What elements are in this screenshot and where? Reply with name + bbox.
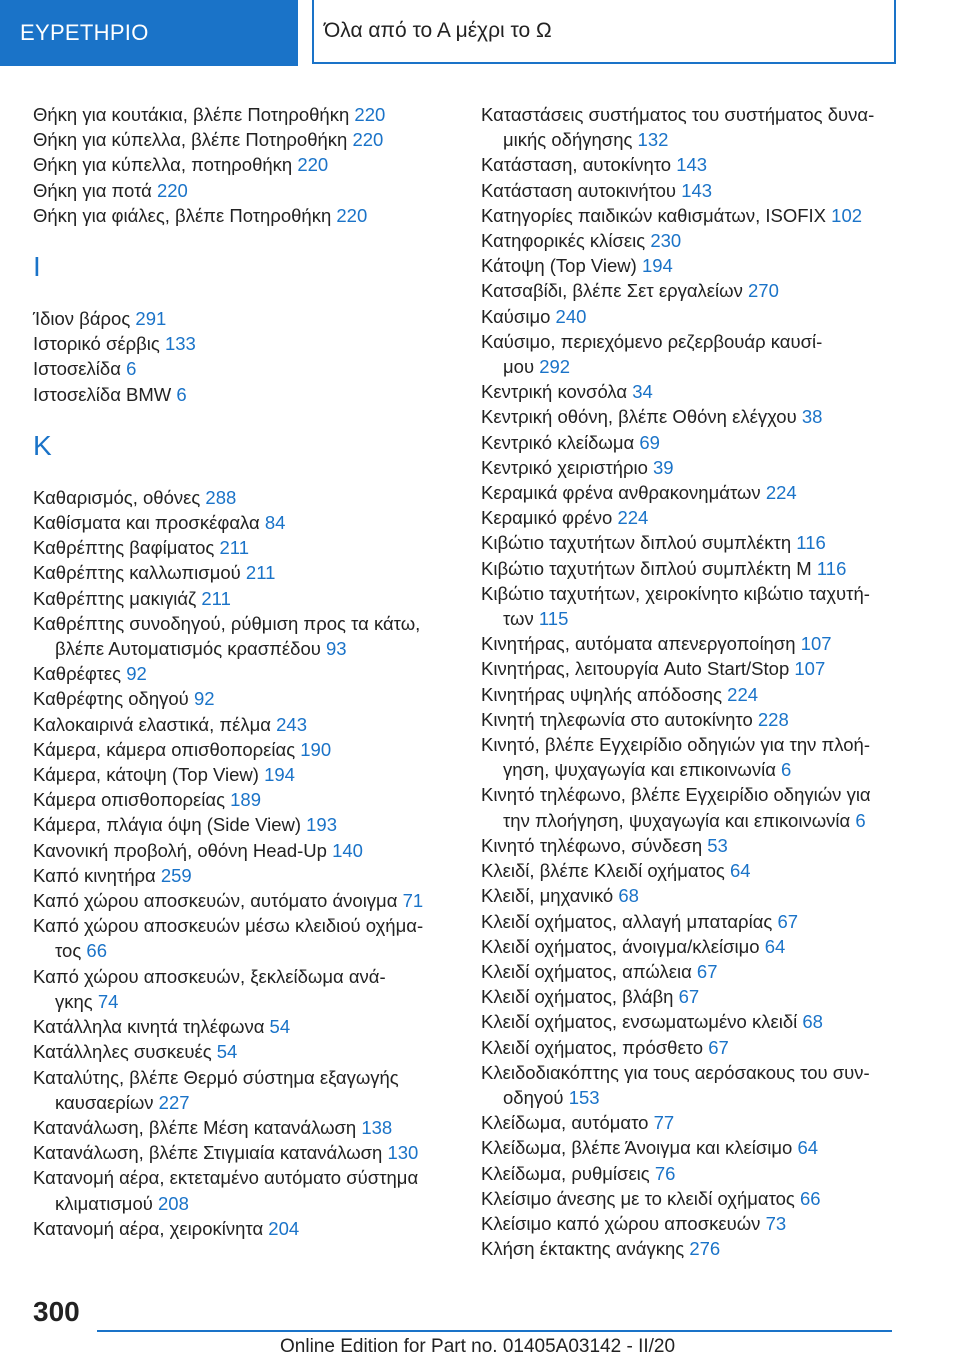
- index-entry: [481, 278, 921, 303]
- entry-term: Κιβώτιο ταχυτήτων διπλού συμπλέκτη: [481, 532, 792, 554]
- entry-term-continuation: [33, 938, 453, 963]
- page-link[interactable]: 68: [618, 885, 639, 907]
- page-link[interactable]: 243: [276, 713, 307, 735]
- entry-term: Κλείδωμα, αυτόματο: [481, 1112, 649, 1134]
- entry-term: Κάτοψη (Top View): [481, 255, 637, 277]
- entry-term: Καύσιμο: [481, 305, 551, 327]
- page-link[interactable]: 143: [681, 179, 713, 201]
- entry-term: Κάμερα οπισθοπορείας: [33, 789, 225, 811]
- page-link[interactable]: 259: [160, 864, 192, 886]
- index-entry: [481, 228, 921, 253]
- entry-term: Κινητή τηλεφωνία στο αυτοκίνητο: [481, 708, 753, 730]
- page-link[interactable]: 211: [245, 562, 276, 584]
- entry-continuation-text: κλιματισμού: [55, 1192, 153, 1214]
- index-entry: [481, 934, 921, 959]
- index-entry: [481, 379, 921, 404]
- index-entry: [481, 782, 921, 832]
- entry-term: Κάμερα, κάμερα οπισθοπορείας: [33, 738, 296, 760]
- entry-term: Καύσιμο, περιεχόμενο ρεζερβουάρ καυσί-: [481, 330, 823, 352]
- index-entry: [33, 203, 453, 228]
- page-link[interactable]: 38: [801, 406, 823, 428]
- section-title: Όλα από το Α μέχρι το Ω: [312, 0, 896, 64]
- page-link[interactable]: 66: [86, 940, 107, 962]
- index-column-right: [481, 102, 921, 1261]
- page-link[interactable]: 224: [617, 507, 649, 529]
- entry-term: Κινητό, βλέπε Εγχειρίδιο οδηγιών για την πλοή-: [481, 734, 871, 756]
- entry-term: Κατάλληλα κινητά τηλέφωνα: [33, 1016, 265, 1038]
- index-entry: [481, 1060, 921, 1110]
- page-link[interactable]: 224: [727, 683, 759, 705]
- entry-continuation-text: γκης: [55, 990, 93, 1012]
- page-link[interactable]: 276: [689, 1238, 721, 1260]
- page-link[interactable]: 211: [219, 537, 249, 559]
- entry-term: Κατανάλωση, βλέπε Στιγμιαία κατανάλωση: [33, 1142, 383, 1164]
- entry-term: Κιβώτιο ταχυτήτων διπλού συμπλέκτη M: [481, 557, 812, 579]
- entry-term: Κλειδί οχήματος, ενσωματωμένο κλειδί: [481, 1011, 798, 1033]
- index-entry: [481, 656, 921, 681]
- entry-term-continuation: [33, 989, 453, 1014]
- index-entry: [481, 682, 921, 707]
- page-link[interactable]: 143: [676, 154, 708, 176]
- index-entry: [33, 762, 453, 787]
- page-link[interactable]: 54: [269, 1016, 291, 1038]
- entry-term-continuation: [481, 354, 921, 379]
- entry-continuation-text: των: [503, 608, 534, 630]
- page-link[interactable]: 107: [800, 633, 832, 655]
- entry-term: Κλειδί οχήματος, αλλαγή μπαταρίας: [481, 910, 773, 932]
- index-entry: [481, 984, 921, 1009]
- entry-term: Κλείσιμο άνεσης με το κλειδί οχήματος: [481, 1187, 795, 1209]
- page-link[interactable]: 84: [264, 512, 286, 534]
- entry-term: Καθρέπτης μακιγιάζ: [33, 587, 197, 609]
- page-link[interactable]: 227: [158, 1091, 190, 1113]
- index-entry: [33, 863, 453, 888]
- entry-term: Κατάσταση, αυτοκίνητο: [481, 154, 672, 176]
- index-entry: [481, 833, 921, 858]
- index-entry: [481, 1161, 921, 1186]
- page-link[interactable]: 194: [264, 764, 295, 786]
- page-link[interactable]: 6: [781, 759, 792, 781]
- index-entry: [481, 1211, 921, 1236]
- entry-term: Καθαρισμός, οθόνες: [33, 486, 201, 508]
- page-link[interactable]: 39: [653, 456, 674, 478]
- index-letter-heading: Ι: [33, 251, 41, 283]
- page-header: [0, 0, 960, 68]
- entry-term: Καπό χώρου αποσκευών, αυτόματο άνοιγμα: [33, 890, 398, 912]
- entry-term: Κλείδωμα, βλέπε Άνοιγμα και κλείσιμο: [481, 1137, 793, 1159]
- page-link[interactable]: 224: [765, 482, 797, 504]
- page-link[interactable]: 220: [297, 154, 329, 176]
- entry-term: Θήκη για ποτά: [33, 179, 152, 201]
- page-link[interactable]: 64: [797, 1137, 819, 1159]
- entry-term: Καθρέπτης καλλωπισμού: [33, 562, 241, 584]
- index-entry: [481, 430, 921, 455]
- page-link[interactable]: 73: [765, 1212, 787, 1234]
- page-link[interactable]: 6: [855, 809, 866, 831]
- index-entry: [33, 485, 453, 510]
- page-link[interactable]: 189: [230, 789, 262, 811]
- entry-continuation-text: γηση, ψυχαγωγία και επικοινωνία: [503, 759, 776, 781]
- page-link[interactable]: 34: [632, 381, 653, 403]
- index-entry: [481, 203, 921, 228]
- entry-term: Καθρέφτες: [33, 663, 122, 685]
- index-entry: [33, 611, 453, 661]
- index-entry: [33, 787, 453, 812]
- entry-term-continuation: [481, 606, 921, 631]
- entry-term: Κλειδί οχήματος, βλάβη: [481, 986, 674, 1008]
- entry-term: Κατηφορικές κλίσεις: [481, 230, 646, 252]
- page-link[interactable]: 220: [336, 204, 368, 226]
- index-entry: [33, 686, 453, 711]
- entry-term: Κατηγορίες παιδικών καθισμάτων, ISOFIX: [481, 204, 827, 226]
- entry-term: Καταστάσεις συστήματος του συστήματος δυνα-: [481, 104, 875, 125]
- page-link[interactable]: 66: [799, 1187, 821, 1209]
- entry-term: Κινητήρας, αυτόματα απενεργοποίηση: [481, 633, 796, 655]
- page-link[interactable]: 54: [216, 1041, 238, 1063]
- page-link[interactable]: 291: [135, 308, 167, 330]
- entry-term: Κάμερα, κάτοψη (Top View): [33, 764, 259, 786]
- index-entry: [33, 152, 453, 177]
- index-entry: [33, 712, 453, 737]
- footer-divider: [97, 1330, 892, 1332]
- entry-term: Θήκη για κύπελλα, ποτηροθήκη: [33, 154, 293, 176]
- index-entry: [481, 178, 921, 203]
- index-entry: [33, 838, 453, 863]
- page-link[interactable]: 116: [816, 557, 847, 579]
- entry-term: Κινητό τηλέφωνο, βλέπε Εγχειρίδιο οδηγιών για: [481, 784, 871, 806]
- index-letter-heading: Κ: [33, 429, 52, 461]
- entry-term: Ίδιον βάρος: [33, 308, 131, 330]
- index-entry: [481, 102, 921, 152]
- entry-term: Κινητήρας, λειτουργία Auto Start/Stop: [481, 658, 790, 680]
- page-link[interactable]: 102: [831, 204, 863, 226]
- entry-term: Κλειδί οχήματος, πρόσθετο: [481, 1036, 704, 1058]
- index-entry: [481, 581, 921, 631]
- index-entry: [33, 1115, 453, 1140]
- entry-term: Κιβώτιο ταχυτήτων, χειροκίνητο κιβώτιο ταχυτή-: [481, 582, 870, 604]
- page-link[interactable]: 193: [306, 814, 338, 836]
- entry-term: Κεντρική οθόνη, βλέπε Οθόνη ελέγχου: [481, 406, 797, 428]
- page-link[interactable]: 292: [539, 356, 571, 378]
- page-link[interactable]: 64: [729, 860, 751, 882]
- entry-term: Θήκη για φιάλες, βλέπε Ποτηροθήκη: [33, 204, 332, 226]
- entry-term: Καπό χώρου αποσκευών μέσω κλειδιού οχήμα-: [33, 915, 424, 937]
- page-link[interactable]: 133: [164, 333, 196, 355]
- page-link[interactable]: 220: [156, 179, 188, 201]
- index-column-left: [33, 102, 453, 1241]
- index-entry: [481, 329, 921, 379]
- page-link[interactable]: 208: [158, 1192, 189, 1214]
- index-entry: [33, 127, 453, 152]
- entry-continuation-text: βλέπε Αυτοματισμός κρασπέδου: [55, 638, 321, 660]
- index-entry: [33, 535, 453, 560]
- index-entry: [33, 1039, 453, 1064]
- page-link[interactable]: 92: [126, 663, 147, 685]
- entry-term: Κλειδί, μηχανικό: [481, 885, 614, 907]
- entry-term: Καλοκαιρινά ελαστικά, πέλμα: [33, 713, 271, 735]
- entry-term: Κάμερα, πλάγια όψη (Side View): [33, 814, 301, 836]
- entry-term: Κλειδί οχήματος, απώλεια: [481, 960, 692, 982]
- entry-term: Θήκη για κουτάκια, βλέπε Ποτηροθήκη: [33, 104, 350, 125]
- index-entry: [33, 737, 453, 762]
- entry-term-continuation: [481, 127, 921, 152]
- page-link[interactable]: 92: [193, 688, 215, 710]
- index-entry: [33, 306, 453, 331]
- entry-term: Κεντρικό κλείδωμα: [481, 431, 635, 453]
- page-link[interactable]: 130: [387, 1142, 419, 1164]
- page-link[interactable]: 190: [300, 738, 332, 760]
- entry-term: Καπό κινητήρα: [33, 864, 156, 886]
- entry-term: Ιστοσελίδα: [33, 358, 121, 380]
- entry-term: Κατανάλωση, βλέπε Μέση κατανάλωση: [33, 1116, 357, 1138]
- index-entry: [481, 732, 921, 782]
- page-link[interactable]: 6: [176, 383, 187, 405]
- entry-term: Κινητό τηλέφωνο, σύνδεση: [481, 834, 703, 856]
- entry-term: Καθρέφτης οδηγού: [33, 688, 189, 710]
- entry-term: Κανονική προβολή, οθόνη Head-Up: [33, 839, 327, 861]
- entry-term-continuation: [481, 757, 921, 782]
- index-entry: [33, 586, 453, 611]
- entry-continuation-text: μικής οδήγησης: [503, 129, 633, 151]
- entry-term: Κεραμικό φρένο: [481, 507, 613, 529]
- index-entry: [33, 382, 453, 407]
- entry-term: Κλείσιμο καπό χώρου αποσκευών: [481, 1212, 761, 1234]
- entry-term: Ιστοσελίδα BMW: [33, 383, 172, 405]
- page-link[interactable]: 68: [802, 1011, 823, 1033]
- index-entry: [481, 530, 921, 555]
- page-link[interactable]: 67: [708, 1036, 729, 1058]
- index-entry: [481, 152, 921, 177]
- page-link[interactable]: 53: [707, 834, 728, 856]
- page-link[interactable]: 71: [402, 890, 424, 912]
- section-tab[interactable]: ΕΥΡΕΤΗΡΙΟ: [0, 0, 298, 66]
- entry-term: Καθρέπτης συνοδηγού, ρύθμιση προς τα κάτω,: [33, 612, 421, 634]
- entry-continuation-text: την πλοήγηση, ψυχαγωγία και επικοινωνία: [503, 809, 851, 831]
- page-link[interactable]: 6: [126, 358, 137, 380]
- index-entry: [33, 888, 453, 913]
- index-entry: [481, 455, 921, 480]
- index-entry: [33, 812, 453, 837]
- index-entry: [481, 1186, 921, 1211]
- entry-term: Καταλύτης, βλέπε Θερμό σύστημα εξαγωγής: [33, 1066, 399, 1088]
- page-link[interactable]: 93: [326, 638, 347, 660]
- page-link[interactable]: 67: [696, 960, 718, 982]
- footer-edition-text: Online Edition for Part no. 01405A03142 - II/20: [280, 1336, 676, 1357]
- entry-term: Κατσαβίδι, βλέπε Σετ εργαλείων: [481, 280, 743, 302]
- index-entry: [33, 1065, 453, 1115]
- index-entry: [481, 858, 921, 883]
- index-entry: [33, 1014, 453, 1039]
- entry-term: Κλειδοδιακόπτης για τους αερόσακους του συν-: [481, 1061, 870, 1083]
- entry-term-continuation: [33, 1090, 453, 1115]
- entry-term: Καθρέπτης βαφίματος: [33, 537, 215, 559]
- index-entry: [481, 480, 921, 505]
- entry-term: Καθίσματα και προσκέφαλα: [33, 512, 260, 534]
- page-link[interactable]: 76: [654, 1162, 676, 1184]
- index-entry: [33, 178, 453, 203]
- entry-term: Κλήση έκτακτης ανάγκης: [481, 1238, 685, 1260]
- index-entry: [481, 631, 921, 656]
- entry-term-continuation: [33, 1191, 453, 1216]
- index-entry: [33, 560, 453, 585]
- page-link[interactable]: 67: [678, 986, 700, 1008]
- page-link[interactable]: 240: [555, 305, 587, 327]
- entry-continuation-text: μου: [503, 356, 535, 378]
- index-entry: [481, 707, 921, 732]
- index-entry: [33, 510, 453, 535]
- entry-continuation-text: τος: [55, 940, 82, 962]
- index-entry: [481, 404, 921, 429]
- page-link[interactable]: 67: [777, 910, 799, 932]
- index-entry: [481, 556, 921, 581]
- index-entry: [33, 1216, 453, 1241]
- page-number: 300: [33, 1296, 80, 1327]
- index-entry: [481, 1110, 921, 1135]
- entry-term: Κατάσταση αυτοκινήτου: [481, 179, 677, 201]
- page-link[interactable]: 69: [639, 431, 660, 453]
- entry-term: Ιστορικό σέρβις: [33, 333, 160, 355]
- entry-term-continuation: [481, 808, 921, 833]
- page-link[interactable]: 270: [748, 280, 779, 302]
- index-entry: [33, 1165, 453, 1215]
- index-entry: [481, 883, 921, 908]
- entry-term: Κατάλληλες συσκευές: [33, 1041, 212, 1063]
- page-link[interactable]: 74: [97, 990, 119, 1012]
- index-entry: [33, 1140, 453, 1165]
- index-entry: [481, 1236, 921, 1261]
- entry-term: Κεραμικά φρένα ανθρακονημάτων: [481, 482, 761, 504]
- index-entry: [33, 356, 453, 381]
- index-entry: [481, 1035, 921, 1060]
- entry-term-continuation: [33, 636, 453, 661]
- entry-term: Κατανομή αέρα, εκτεταμένο αυτόματο σύστημα: [33, 1167, 419, 1189]
- entry-term: Κλείδωμα, ρυθμίσεις: [481, 1162, 650, 1184]
- page-link[interactable]: 140: [332, 839, 363, 861]
- index-entry: [33, 661, 453, 686]
- entry-term: Κατανομή αέρα, χειροκίνητα: [33, 1217, 264, 1239]
- entry-term: Κλειδί, βλέπε Κλειδί οχήματος: [481, 860, 725, 882]
- index-entry: [481, 253, 921, 278]
- page-link[interactable]: 220: [354, 104, 386, 125]
- entry-term: Κινητήρας υψηλής απόδοσης: [481, 683, 723, 705]
- page-link[interactable]: 107: [794, 658, 826, 680]
- page-link[interactable]: 211: [201, 587, 231, 609]
- page-link[interactable]: 138: [361, 1116, 393, 1138]
- index-entry: [481, 505, 921, 530]
- page-link[interactable]: 230: [650, 230, 682, 252]
- page-link[interactable]: 116: [796, 532, 826, 554]
- page-link[interactable]: 77: [653, 1112, 675, 1134]
- entry-continuation-text: οδηγού: [503, 1086, 564, 1108]
- index-entry: [481, 1009, 921, 1034]
- page-link[interactable]: 132: [637, 129, 669, 151]
- entry-term: Καπό χώρου αποσκευών, ξεκλείδωμα ανά-: [33, 965, 386, 987]
- entry-term-continuation: [481, 1085, 921, 1110]
- page-link[interactable]: 64: [764, 935, 786, 957]
- index-entry: [33, 102, 453, 127]
- page-link[interactable]: 115: [538, 608, 569, 630]
- entry-term: Κεντρική κονσόλα: [481, 381, 628, 403]
- index-entry: [33, 964, 453, 1014]
- page-link[interactable]: 288: [205, 486, 237, 508]
- index-entry: [481, 909, 921, 934]
- index-entry: [33, 913, 453, 963]
- index-entry: [33, 331, 453, 356]
- index-entry: [481, 304, 921, 329]
- entry-continuation-text: καυσαερίων: [55, 1091, 154, 1113]
- page-link[interactable]: 194: [641, 255, 673, 277]
- entry-term: Θήκη για κύπελλα, βλέπε Ποτηροθήκη: [33, 129, 348, 151]
- page-link[interactable]: 153: [568, 1086, 600, 1108]
- entry-term: Κεντρικό χειριστήριο: [481, 456, 648, 478]
- page-link[interactable]: 204: [268, 1217, 300, 1239]
- page-link[interactable]: 228: [757, 708, 789, 730]
- index-entry: [481, 1135, 921, 1160]
- entry-term: Κλειδί οχήματος, άνοιγμα/κλείσιμο: [481, 935, 760, 957]
- page-link[interactable]: 220: [352, 129, 384, 151]
- index-entry: [481, 959, 921, 984]
